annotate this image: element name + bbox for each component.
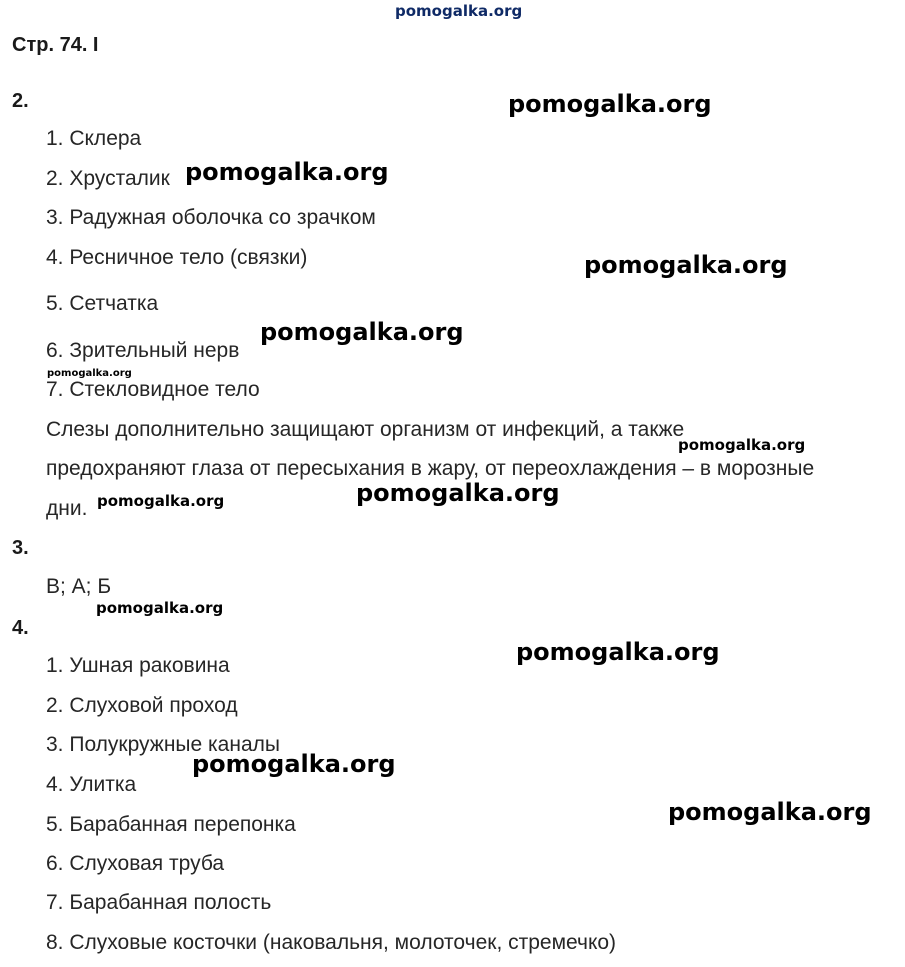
watermark: pomogalka.org [185,158,389,186]
watermark: pomogalka.org [584,251,788,279]
top-watermark[interactable]: pomogalka.org [395,2,523,20]
watermark: pomogalka.org [356,479,560,507]
paragraph-line: предохраняют глаза от пересыхания в жару, от переохлаждения – в морозные [46,457,815,480]
list-item: 2. Хрусталик [46,167,170,190]
section-3-number: 3. [12,537,29,559]
list-item: 7. Барабанная полость [46,891,272,914]
watermark: pomogalka.org [47,368,132,379]
list-item: 7. Стекловидное тело [46,378,260,401]
watermark: pomogalka.org [508,90,712,118]
watermark: pomogalka.org [97,492,225,510]
list-item: 1. Ушная раковина [46,654,230,677]
watermark: pomogalka.org [260,318,464,346]
list-item: 5. Сетчатка [46,292,159,315]
section-2-number: 2. [12,90,29,112]
list-item: 3. Полукружные каналы [46,733,280,756]
watermark: pomogalka.org [516,638,720,666]
list-item: 6. Слуховая труба [46,852,225,875]
section-3-answer: В; А; Б [46,575,112,598]
list-item: 2. Слуховой проход [46,694,238,717]
watermark: pomogalka.org [678,436,806,454]
list-item: 4. Ресничное тело (связки) [46,246,308,269]
watermark: pomogalka.org [96,599,224,617]
section-4-number: 4. [12,617,29,639]
paragraph-line: дни. [46,497,88,520]
watermark: pomogalka.org [192,750,396,778]
list-item: 5. Барабанная перепонка [46,813,296,836]
page-title: Стр. 74. I [12,34,99,56]
list-item: 3. Радужная оболочка со зрачком [46,206,376,229]
paragraph-line: Слезы дополнительно защищают организм от инфекций, а также [46,418,685,441]
list-item: 1. Склера [46,127,142,150]
list-item: 4. Улитка [46,773,137,796]
list-item: 8. Слуховые косточки (наковальня, молоточек, стремечко) [46,931,617,954]
watermark: pomogalka.org [668,798,872,826]
list-item: 6. Зрительный нерв [46,339,240,362]
